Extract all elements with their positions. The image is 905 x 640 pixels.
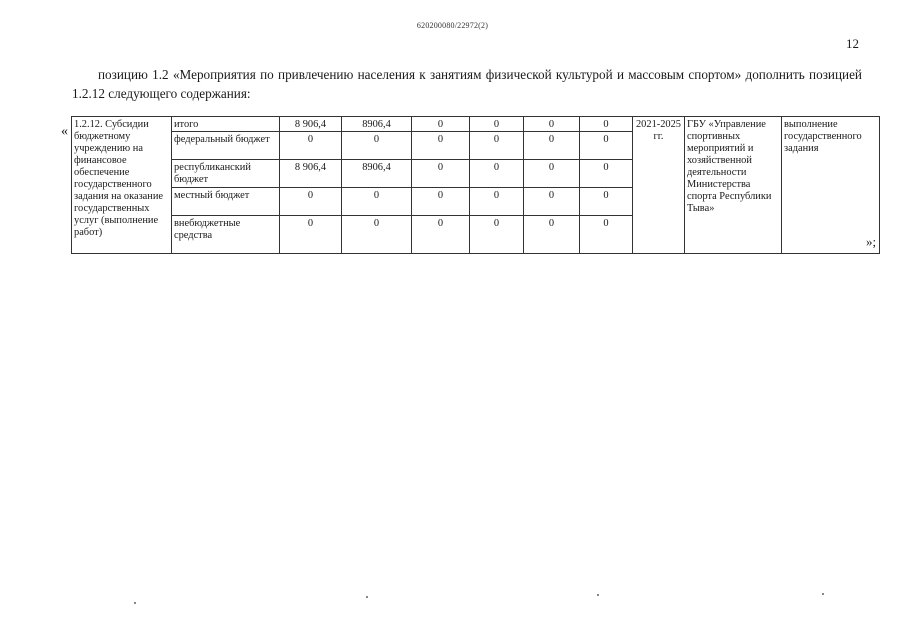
value-cell: 0 [524, 188, 580, 216]
intro-paragraph: позицию 1.2 «Мероприятия по привлечению населения к занятиям физической культурой и массовым спортом» дополнить позицией 1.2.12 следующего содержания: [72, 67, 862, 101]
funding-source: федеральный бюджет [172, 132, 280, 160]
funding-source: местный бюджет [172, 188, 280, 216]
scan-speck [134, 602, 136, 604]
value-cell: 8 906,4 [280, 160, 342, 188]
table-row [72, 117, 880, 132]
funding-source: внебюджетные средства [172, 216, 280, 254]
value-cell: 0 [580, 216, 633, 254]
page-number: 12 [846, 36, 859, 51]
funding-source: республиканский бюджет [172, 160, 280, 188]
value-cell: 0 [470, 132, 524, 160]
value-cell: 0 [580, 160, 633, 188]
value-cell: 0 [412, 160, 470, 188]
value-cell: 0 [342, 132, 412, 160]
value-cell: 0 [580, 132, 633, 160]
value-cell: 0 [280, 188, 342, 216]
document-id: 620200080/22972(2) [416, 21, 489, 30]
value-cell: 0 [412, 117, 470, 132]
value-cell: 0 [280, 132, 342, 160]
value-cell: 0 [524, 117, 580, 132]
scan-speck [822, 593, 824, 595]
value-cell: 0 [412, 216, 470, 254]
result-cell: выполнение государственного задания [782, 117, 880, 254]
value-cell: 8906,4 [342, 160, 412, 188]
period-cell: 2021-2025 гг. [633, 117, 685, 254]
value-cell: 0 [412, 132, 470, 160]
executor-cell: ГБУ «Управление спортивных мероприятий и хозяйственной деятельности Министерства спорта Республики Тыва» [685, 117, 782, 254]
value-cell: 0 [524, 132, 580, 160]
program-table [71, 116, 880, 254]
value-cell: 0 [412, 188, 470, 216]
value-cell: 0 [524, 216, 580, 254]
closing-quote: »; [866, 234, 877, 249]
opening-quote: « [61, 124, 68, 139]
value-cell: 0 [342, 216, 412, 254]
value-cell: 8906,4 [342, 117, 412, 132]
value-cell: 0 [280, 216, 342, 254]
value-cell: 0 [342, 188, 412, 216]
value-cell: 0 [470, 188, 524, 216]
item-cell: 1.2.12. Субсидии бюджетному учреждению на финансовое обеспечение государственного задания на оказание государственных услуг (выполнение работ) [72, 117, 172, 254]
value-cell: 0 [470, 216, 524, 254]
value-cell: 0 [470, 160, 524, 188]
value-cell: 0 [580, 117, 633, 132]
scan-speck [597, 594, 599, 596]
value-cell: 0 [524, 160, 580, 188]
value-cell: 0 [470, 117, 524, 132]
scan-speck [366, 596, 368, 598]
value-cell: 8 906,4 [280, 117, 342, 132]
value-cell: 0 [580, 188, 633, 216]
funding-source: итого [172, 117, 280, 132]
